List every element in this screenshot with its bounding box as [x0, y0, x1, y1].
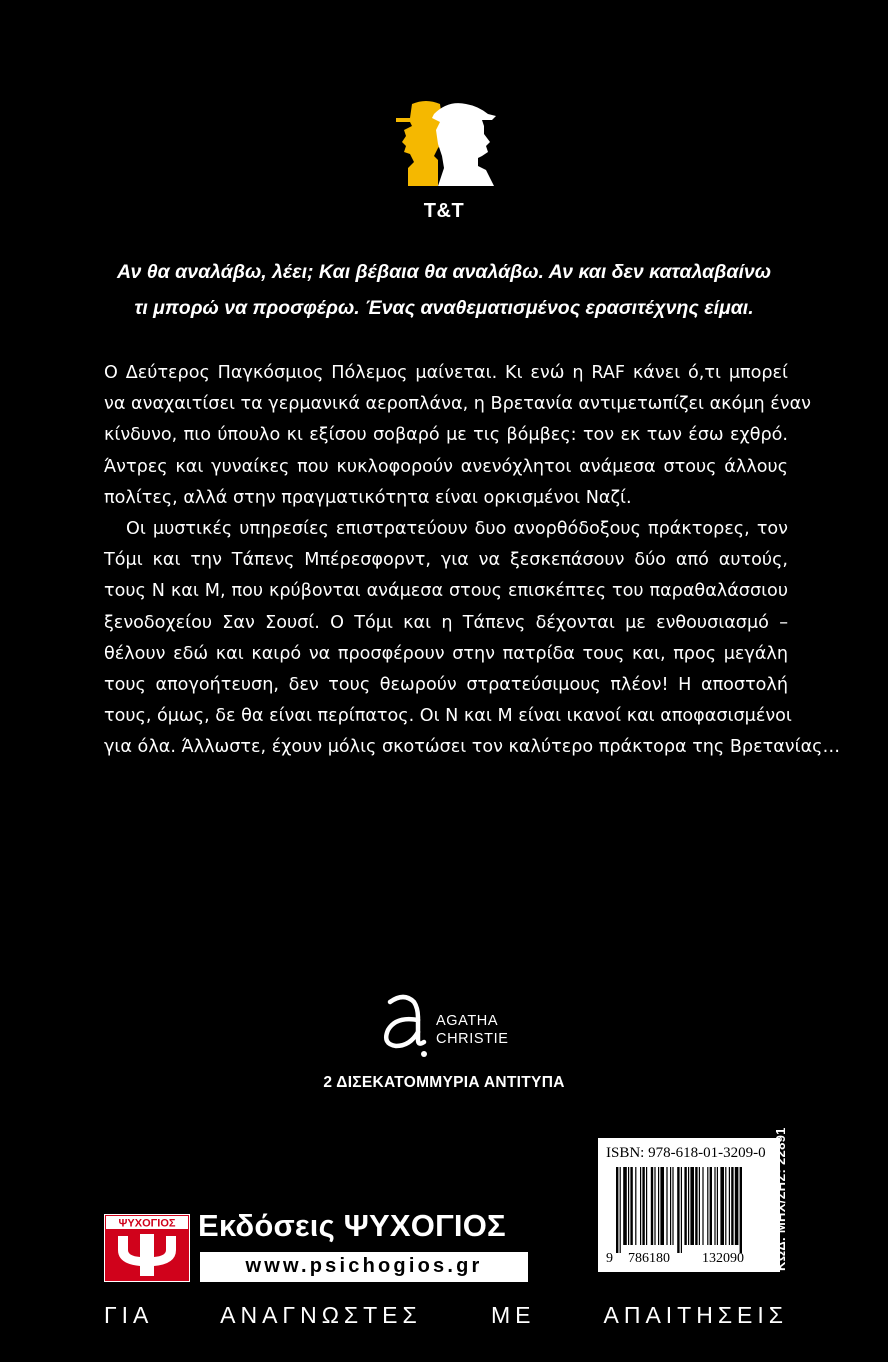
- blurb-line: να αναχαιτίσει τα γερμανικά αεροπλάνα, η Βρετανία αντιμετωπίζει ακόμη έναν: [104, 394, 812, 415]
- blurb-line: Ο Δεύτερος Παγκόσμιος Πόλεμος μαίνεται. Κι ενώ η RAF κάνει ό,τι μπορεί: [104, 363, 788, 383]
- barcode-bar: [717, 1167, 718, 1245]
- author-first-name: AGATHA: [436, 1013, 499, 1029]
- barcode-bar: [666, 1167, 667, 1245]
- copies-sold: 2 ΔΙΣΕΚΑΤΟΜΜΥΡΙΑ ΑΝΤΙΤΥΠΑ: [323, 1074, 565, 1091]
- blurb-line: Οι μυστικές υπηρεσίες επιστρατεύουν δυο ανορθόδοξους πράκτορες, τον: [126, 519, 788, 540]
- barcode-bar: [642, 1167, 644, 1245]
- blurb-line: Άντρες και γυναίκες που κυκλοφορούν ανενόχλητοι ανάμεσα στους άλλους: [104, 456, 788, 477]
- barcode-bar: [690, 1167, 694, 1245]
- blurb-paragraph-1: [104, 358, 812, 514]
- footer-slogan: ΓΙΑ ΑΝΑΓΝΩΣΤΕΣ ΜΕ ΑΠΑΙΤΗΣΕΙΣ: [104, 1302, 788, 1328]
- barcode-digits-right: 132090: [702, 1251, 744, 1266]
- tagline-line: Αν θα αναλάβω, λέει; Και βέβαια θα αναλάβω. Αν και δεν καταλαβαίνω: [117, 261, 771, 283]
- blurb-line: θέλουν εδώ και καιρό να προσφέρουν στην πατρίδα τους και, προς μεγάλη: [104, 643, 788, 664]
- barcode-bar: [672, 1167, 673, 1245]
- barcode-bar: [740, 1167, 742, 1253]
- psichogios-logo-icon: [104, 1214, 190, 1282]
- barcode-bar: [646, 1167, 647, 1245]
- author-last-name: CHRISTIE: [436, 1031, 509, 1047]
- blurb-line: τους απογοήτευση, δεν τους θεωρούν στρατεύσιμους πλέον! Η αποστολή: [104, 675, 788, 696]
- barcode-bar: [620, 1167, 621, 1253]
- barcode-bar: [681, 1167, 682, 1253]
- woman-silhouette: [432, 103, 496, 186]
- publisher-url-box: [200, 1252, 528, 1282]
- barcode-bar: [684, 1167, 686, 1245]
- barcode-bar: [714, 1167, 715, 1245]
- barcode-bar: [677, 1167, 679, 1253]
- series-label: T&T: [423, 200, 465, 222]
- blurb-line: ξενοδοχείου Σαν Σουσί. Ο Τόμι και η Τάπενς δέχονται με ενθουσιασμό –: [104, 612, 788, 633]
- barcode-bar: [731, 1167, 733, 1245]
- barcode-bar: [710, 1167, 712, 1245]
- isbn-label: ISBN: 978-618-01-3209-0: [606, 1145, 766, 1161]
- barcode-bar: [651, 1167, 653, 1245]
- author-logo-text: [436, 1012, 508, 1048]
- publisher-name: Εκδόσεις ΨΥΧΟΓΙΟΣ: [198, 1208, 506, 1243]
- barcode-bar: [623, 1167, 627, 1245]
- barcode-digit-first: 9: [606, 1251, 613, 1266]
- barcode-bar: [699, 1167, 700, 1245]
- blurb-line: πολίτες, αλλά στην πραγματικότητα είναι ορκισμένοι Ναζί.: [104, 487, 632, 508]
- psichogios-logo-text: ΨΥΧΟΓΙΟΣ: [118, 1217, 176, 1230]
- barcode-icon: [606, 1167, 774, 1253]
- publisher-url[interactable]: www.psichogios.gr: [245, 1255, 483, 1277]
- barcode-bar: [654, 1167, 655, 1245]
- product-code-vertical: ΚΩΔ. ΜΗΧ/ΣΗΣ: 22891: [773, 1127, 788, 1271]
- blurb-line: για όλα. Άλλωστε, έχουν μόλις σκοτώσει τον καλύτερο πράκτορα της Βρετανίας…: [104, 737, 841, 758]
- barcode-bar: [635, 1167, 636, 1245]
- agatha-christie-logo-mark: [376, 990, 430, 1058]
- blurb-line: κίνδυνο, πιο ύπουλο κι εξίσου σοβαρό με τις βόμβες: τον εκ των έσω εχθρό.: [104, 425, 788, 446]
- isbn-barcode-box: [598, 1138, 780, 1272]
- barcode-digits-left: 786180: [628, 1251, 670, 1266]
- barcode-bar: [688, 1167, 689, 1245]
- barcode-bar: [720, 1167, 724, 1245]
- barcode-bar: [695, 1167, 697, 1245]
- barcode-bar: [630, 1167, 632, 1245]
- blurb-line: τους, όμως, δε θα είναι περίπατος. Οι Ν και Μ είναι ικανοί και αποφασισμένοι: [104, 706, 792, 727]
- blurb-line: Τόμι και την Τάπενς Μπέρεσφορντ, για να ξεσκεπάσουν δύο από αυτούς,: [104, 550, 788, 571]
- barcode-bar: [658, 1167, 659, 1245]
- barcode-bar: [702, 1167, 703, 1245]
- tagline-line: τι μπορώ να προσφέρω. Ένας αναθεματισμένος ερασιτέχνης είμαι.: [134, 297, 754, 319]
- barcode-bar: [707, 1167, 708, 1245]
- blurb: [104, 358, 841, 764]
- tagline: [60, 254, 828, 326]
- barcode-bar: [628, 1167, 629, 1245]
- blurb-paragraph-2: [104, 514, 841, 764]
- barcode-bar: [735, 1167, 739, 1245]
- barcode-bar: [640, 1167, 641, 1245]
- barcode-bar: [725, 1167, 726, 1245]
- barcode-bar: [660, 1167, 664, 1245]
- barcode-bar: [670, 1167, 671, 1245]
- blurb-line: τους Ν και Μ, που κρύβονται ανάμεσα στους επισκέπτες του παραθαλάσσιου: [104, 581, 788, 602]
- barcode-bar: [616, 1167, 618, 1253]
- barcode-bar: [729, 1167, 730, 1245]
